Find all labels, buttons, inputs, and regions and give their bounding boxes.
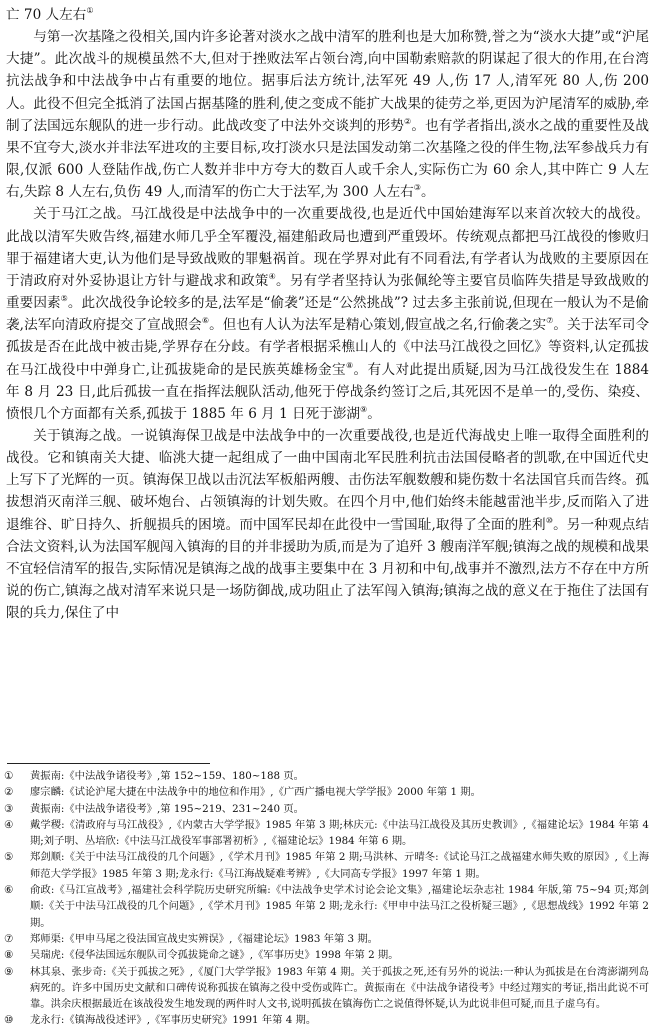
footnote-number: ② xyxy=(4,786,14,799)
footnote-ref[interactable]: ⑥ xyxy=(201,316,210,326)
paragraph-1 xyxy=(6,4,649,26)
paragraph-3-text-c: 。此次战役争论较多的是,法军是“偷袭”还是“公然挑战”? 过去多主张前说,但现在一般认为不是偷袭,法军向清政府提交了宣战照会 xyxy=(6,295,650,334)
paragraph-2 xyxy=(6,26,649,203)
footnote-text: 廖宗麟:《试论沪尾大捷在中法战争中的地位和作用》,《广西广播电视大学学报》2000 年第 1 期。 xyxy=(30,786,481,799)
footnote-10 xyxy=(4,1012,649,1028)
footnote-ref[interactable]: ⑨ xyxy=(360,404,368,414)
footnote-ref[interactable]: ③ xyxy=(413,183,421,193)
paragraph-4 xyxy=(6,425,649,624)
footnote-6 xyxy=(4,882,649,931)
paragraph-1-text: 亡 70 人左右 xyxy=(6,7,87,23)
footnote-text: 戴学稷:《清政府与马江战役》,《内蒙古大学学报》1985 年第 3 期;林庆元:《中法马江战役及其历史教训》,《福建论坛》1984 年第 4 期;刘子明、丛培欣:《中法马江战役军事部署初析》,《福建论坛》1984 年第 6 期。 xyxy=(30,818,649,848)
footnote-number: ⑨ xyxy=(4,965,14,978)
footnote-text: 黄振南:《中法战争诸役考》,第 152~159、180~188 页。 xyxy=(30,770,304,782)
footnote-8 xyxy=(4,947,649,963)
footnote-1 xyxy=(4,768,649,784)
paragraph-2-text-c: 。 xyxy=(420,184,435,201)
footnote-number: ⑦ xyxy=(4,932,14,945)
footnote-9 xyxy=(4,964,649,1013)
paragraph-4-text-b: 。另一种观点结合法文资料,认为法国军舰闯入镇海的目的并非援助为质,而是为了追歼 3 艘南洋军舰;镇海之战的规模和战果不宜轻信清军的报告,实际情况是镇海之战的战事主要集中在 3 月初和中旬,战事并不激烈,法方不存在中方所说的伤亡,镇海之战对清军来说只是一场防御战,成功阻止了法军闯入镇海;镇海之战的意义在于拖住了法国有限的兵力,保住了中 xyxy=(6,516,650,622)
footnote-ref[interactable]: ④ xyxy=(268,271,277,281)
paragraph-3-text-d: 。但也有人认为法军是精心策划,假宣战之名,行偷袭之实 xyxy=(209,317,547,334)
footnote-7 xyxy=(4,931,649,947)
paragraph-3-text-g: 。 xyxy=(367,405,381,422)
paragraph-3-text-e: 。关于法军司令孤拔是否在此战中被击毙,学界存在分歧。有学者根据采樵山人的《中法马江战役之回忆》等资料,认定孤拔在马江战役中中弹身亡,让孤拔毙命的是民族英雄杨金宝 xyxy=(6,317,650,378)
footnote-ref[interactable]: ⑦ xyxy=(546,316,554,326)
footnote-ref[interactable]: ① xyxy=(86,6,94,15)
footnote-number: ⑧ xyxy=(4,949,14,962)
footnote-number: ③ xyxy=(4,802,14,815)
paragraph-3-text-a: 关于马江之战。马江战役是中法战争中的一次重要战役,也是近代中国始建海军以来首次较大的战役。此战以清军失败告终,福建水师几乎全军覆没,福建船政局也遭到严重毁坏。传统观点都把马江战役的惨败归罪于福建诸大吏,认为他们是导致战败的罪魁祸首。现在学界对此有不同看法,有学者认为战败的主要原因在于清政府对外妥协退让方针与避战求和政策 xyxy=(6,206,649,289)
footnote-text: 龙永行:《镇海战役述评》,《军事历史研究》1991 年第 4 期。 xyxy=(30,1014,317,1027)
footnote-3 xyxy=(4,801,649,817)
footnote-text: 黄振南:《中法战争诸役考》,第 195~219、231~240 页。 xyxy=(30,802,304,815)
footnote-ref[interactable]: ⑩ xyxy=(545,515,554,525)
footnote-text: 林其泉、张步奇:《关于孤拔之死》,《厦门大学学报》1983 年第 4 期。关于孤拔之死,还有另外的说法:一种认为孤拔是在台湾澎湖列岛病死的。许多中国历史文献和口碑传说称孤拔在镇海之役中受伤或阵亡。黄振南在《中法战争诸役考》中经过翔实的考证,指出此说不可靠。洪余庆根据最近在该战役发生地发现的两件时人文书,说明孤拔在镇海伤亡之说值得怀疑,认为此说非但可疑,而且子虚乌有。 xyxy=(30,965,649,1011)
paragraph-2-text-b: 。也有学者指出,淡水之战的重要性及战果不宜夸大,淡水并非法军进攻的主要目标,攻打淡水只是法国发动第二次基隆之役的伴生物,法军参战兵力有限,仅派 600 人登陆作战,伤亡人数并非中方夸大的数百人或千余人,实际伤亡为 60 余人,其中阵亡 9 人左右,失踪 8 人左右,负伤 49 人,而清军的伤亡大于法军,为 300 人左右 xyxy=(6,117,650,201)
footnote-5 xyxy=(4,849,649,882)
paragraph-2-text-a: 与第一次基隆之役相关,国内许多论著对淡水之战中清军的胜利也是大加称赞,誉之为“淡水大捷”或“沪尾大捷”。此次战斗的规模虽然不大,但对于挫败法军占领台湾,向中国勒索赔款的阴谋起了很大的作用,在台湾抗法战争和中法战争中占有重要的地位。据事后法方统计,法军死 49 人,伤 17 人,清军死 80 人,伤 200 人。此役不但完全抵消了法国占据基隆的胜利,使之变成不能扩大战果的徒劳之举,更因为沪尾清军的威胁,牵制了法国远东舰队的进一步行动。此战改变了中法外交谈判的形势 xyxy=(6,29,649,134)
paragraph-3-text-b: 。另有学者坚持认为张佩纶等主要官员临阵失措是导致战败的重要因素 xyxy=(6,272,650,312)
footnote-ref[interactable]: ② xyxy=(404,116,412,126)
footnote-number: ① xyxy=(4,770,14,782)
footnote-number: ⑤ xyxy=(4,851,14,864)
footnote-4 xyxy=(4,817,649,850)
footnote-text: 郑剑顺:《关于中法马江战役的几个问题》,《学术月刊》1985 年第 2 期;马洪林、亓晴冬:《试论马江之战福建水师失败的原因》,《上海师范大学学报》1985 年第 3 期;龙永行:《马江海战疑难考辨》,《大同高专学报》1997 年第 1 期。 xyxy=(30,851,649,880)
footnote-text: 郑师渠:《甲申马尾之役法国宣战史实辨误》,《福建论坛》1983 年第 3 期。 xyxy=(30,932,378,945)
paragraph-4-text-a: 关于镇海之战。一说镇海保卫战是中法战争中的一次重要战役,也是近代海战史上唯一取得全面胜利的战役。它和镇南关大捷、临洮大捷一起组成了一曲中国南北军民胜利抗击法国侵略者的凯歌,在中国近代史上写下了光辉的一页。镇海保卫战以击沉法军板船两艘、击伤法军舰数艘和毙伤数十名法国官兵而告终。孤拔想消灭南洋三舰、破坏炮台、占领镇海的计划失败。在四个月中,他们始终未能越雷池半步,反而陷入了进退维谷、旷日持久、折舰损兵的困境。而中国军民却在此役中一雪国耻,取得了全面的胜利 xyxy=(6,427,649,533)
footnote-text: 吴瑞虎:《侵华法国远东舰队司令孤拔毙命之谜》,《军事历史》1998 年第 2 期。 xyxy=(30,949,399,962)
paragraph-3 xyxy=(6,203,649,425)
footnote-text: 俞政:《马江宣战考》,福建社会科学院历史研究所编:《中法战争史学术讨论会论文集》,福建论坛杂志社 1984 年版,第 75~94 页;郑剑顺:《关于中法马江战役的几个问题》,《学术月刊》1985 年第 2 期;龙永行:《甲申中法马江之役析疑三题》,《思想战线》1992 年第 2 期。 xyxy=(30,884,649,929)
footnote-ref[interactable]: ⑧ xyxy=(345,360,354,370)
footnote-number: ⑥ xyxy=(4,884,14,897)
footnote-divider xyxy=(7,763,210,764)
footnotes xyxy=(4,768,649,1029)
footnote-ref[interactable]: ⑤ xyxy=(60,294,68,304)
footnote-number: ④ xyxy=(4,818,14,831)
footnote-2 xyxy=(4,784,649,800)
body-text xyxy=(6,4,649,624)
footnote-number: ⑩ xyxy=(4,1014,14,1027)
paragraph-3-text-f: 。有人对此提出质疑,因为马江战役发生在 1884 年 8 月 23 日,此后孤拔一直在指挥法舰队活动,他死于停战条约签订之后,其死因不是单一的,受伤、染疫、愤恨几个方面都有关系,孤拔于 1885 年 6 月 1 日死于澎湖 xyxy=(6,361,649,422)
